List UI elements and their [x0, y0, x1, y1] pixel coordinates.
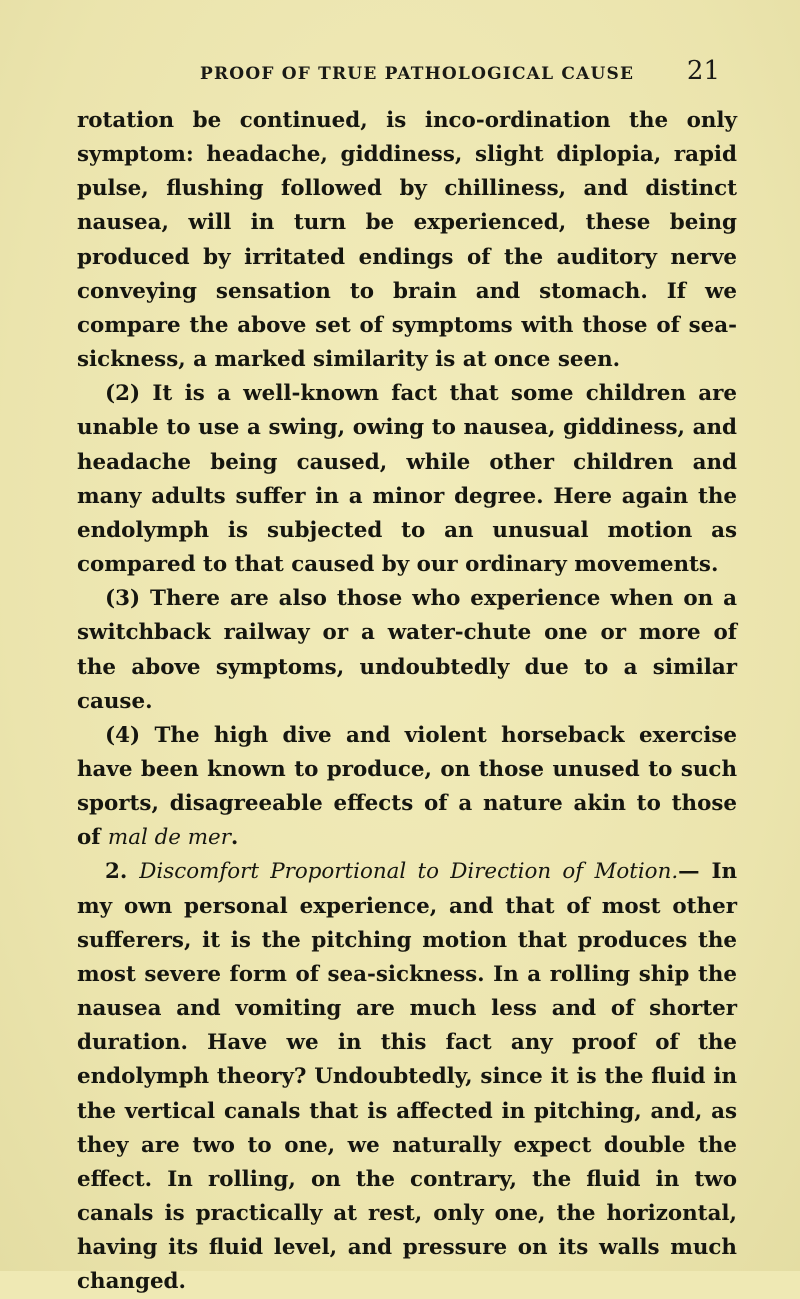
body-text: [77, 104, 737, 1299]
page-number: 21: [686, 56, 720, 86]
paragraph-discomfort: [77, 855, 737, 1299]
paragraph-switchback: (3) There are also those who experience when on a switchback railway or a water-chute one or more of the above symptoms, undoubtedly due to a similar cause.: [77, 586, 737, 714]
paragraph-text: — In my own personal experience, and that of most other sufferers, it is the pitching motion that produces the most severe form of sea-sickness. In a rolling ship the nausea and vomiting are much less and of shorter duration. Have we in this fact any proof of the endolymph theory? Undoubtedly, since it is the fluid in the vertical canals that is affected in pitching, and, as they are two to one, we naturally expect double the effect. In rolling, on the contrary, the fluid in two canals is practically at rest, only one, the horizontal, having its fluid level, and pressure on its walls much changed.: [77, 859, 738, 1295]
paragraph-continuation: rotation be continued, is inco-ordination the only symptom: headache, giddiness, slight diplopia, rapid pulse, flushing followed by chilliness, and distinct nausea, will in turn be experienced, these being produced by irritated endings of the auditory nerve conveying sensation to brain and stomach. If we compare the above set of symptoms with those of sea-sickness, a marked similarity is at once seen.: [77, 108, 737, 373]
italic-phrase: mal de mer: [107, 825, 231, 851]
running-head: PROOF OF TRUE PATHOLOGICAL CAUSE: [200, 64, 635, 84]
paragraph-text: .: [230, 825, 239, 851]
page-header: [200, 56, 720, 86]
section-number: 2.: [105, 859, 140, 885]
paragraph-text: (4) The high dive and violent horseback exercise have been known to produce, on those unused to such sports, disagreeable effects of a nature akin to those of: [77, 722, 737, 851]
section-heading: Discomfort Proportional to Direction of Motion.: [139, 859, 679, 885]
paragraph-swing: (2) It is a well-known fact that some children are unable to use a swing, owing to nausea, giddiness, and headache being caused, while other children and many adults suffer in a minor degree. Here again the endolymph is subjected to an unusual motion as compared to that caused by our ordinary movements.: [77, 381, 737, 578]
paragraph-high-dive: [77, 719, 737, 856]
